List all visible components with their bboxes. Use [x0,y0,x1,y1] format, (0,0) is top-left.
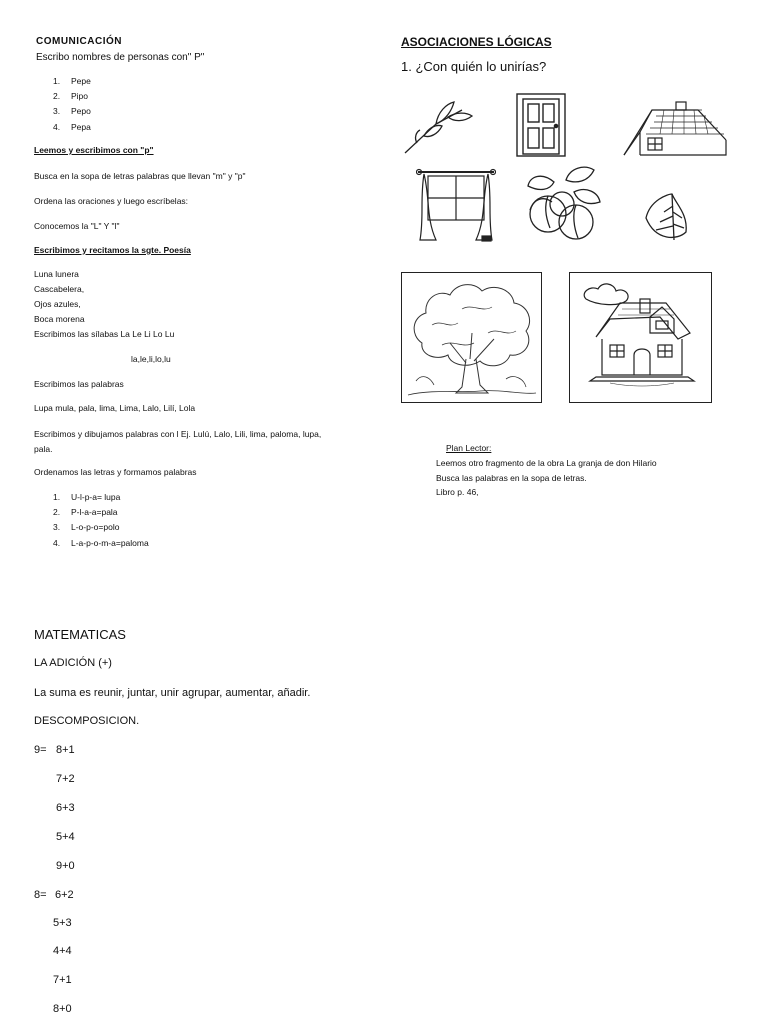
list-item: 3. L-o-p-o=polo [53,522,120,532]
tree-picture [401,272,542,403]
sum-item: 6+2 [55,889,74,901]
sum-item: 9+0 [56,860,75,872]
window-icon [416,168,496,244]
conocemos-text: Conocemos la "L" Y "l" [34,221,120,231]
comunicacion-subtitle: Escribo nombres de personas con" P" [36,52,205,63]
heading-leemos: Leemos y escribimos con "p" [34,145,154,155]
poem-line: Ojos azules, [34,299,81,309]
plan-lector-line-2: Busca las palabras en la sopa de letras. [436,473,587,483]
tree-icon [402,273,541,402]
list-item: 4. Pepa [53,122,91,132]
door-icon [515,92,567,158]
branch-icon [402,98,476,156]
list-item: 3. Pepo [53,106,91,116]
nine-label: 9= [34,744,47,756]
dibujamos-line-1: Escribimos y dibujamos palabras con l Ej. Lulú, Lalo, Lili, lima, paloma, lupa, [34,429,322,439]
poem-line: Boca morena [34,314,85,324]
sum-item: 5+3 [53,917,72,929]
silabas-intro: Escribimos las sílabas La Le Li Lo Lu [34,329,175,339]
leaf-icon [642,192,690,242]
plan-lector-title: Plan Lector: [446,443,492,453]
palabras-intro: Escribimos las palabras [34,379,124,389]
sum-item: 8+1 [56,744,75,756]
sum-item: 6+3 [56,802,75,814]
heading-poesia: Escribimos y recitamos la sgte. Poesía [34,245,191,255]
descomposicion-heading: DESCOMPOSICION. [34,715,140,727]
comunicacion-title: COMUNICACIÓN [36,36,122,47]
house-picture [569,272,712,403]
poem-line: Cascabelera, [34,284,85,294]
suma-text: La suma es reunir, juntar, unir agrupar, aumentar, añadir. [34,687,311,699]
ordenamos-text: Ordenamos las letras y formamos palabras [34,467,197,477]
asociaciones-question: 1. ¿Con quién lo unirías? [401,59,547,74]
peaches-icon [524,162,604,244]
adicion-heading: LA ADICIÓN (+) [34,657,112,669]
sum-item: 7+2 [56,773,75,785]
palabras-text: Lupa mula, pala, lima, Lima, Lalo, Lilí, Lola [34,403,196,413]
sum-item: 8+0 [53,1003,72,1015]
busca-text: Busca en la sopa de letras palabras que llevan "m" y "p" [34,171,246,181]
list-item: 1. Pepe [53,76,91,86]
ordena-text: Ordena las oraciones y luego escríbelas: [34,196,189,206]
list-item: 2. P-l-a-a=pala [53,507,118,517]
dibujamos-line-2: pala. [34,444,53,454]
plan-lector-line-1: Leemos otro fragmento de la obra La granja de don Hilario [436,458,657,468]
plan-lector-line-3: Libro p. 46, [436,487,479,497]
asociaciones-title: ASOCIACIONES LÓGICAS [401,35,552,49]
poem-line: Luna lunera [34,269,79,279]
list-item: 4. L-a-p-o-m-a=paloma [53,538,149,548]
house-icon [570,273,711,402]
list-item: 2. Pipo [53,91,89,101]
roof-icon [620,100,730,158]
list-item: 1. U-l-p-a= lupa [53,492,121,502]
sum-item: 7+1 [53,974,72,986]
silabas-text: la,le,li,lo,lu [131,354,171,364]
sum-item: 5+4 [56,831,75,843]
eight-label: 8= [34,889,47,901]
sum-item: 4+4 [53,945,72,957]
matematicas-title: MATEMATICAS [34,627,126,642]
